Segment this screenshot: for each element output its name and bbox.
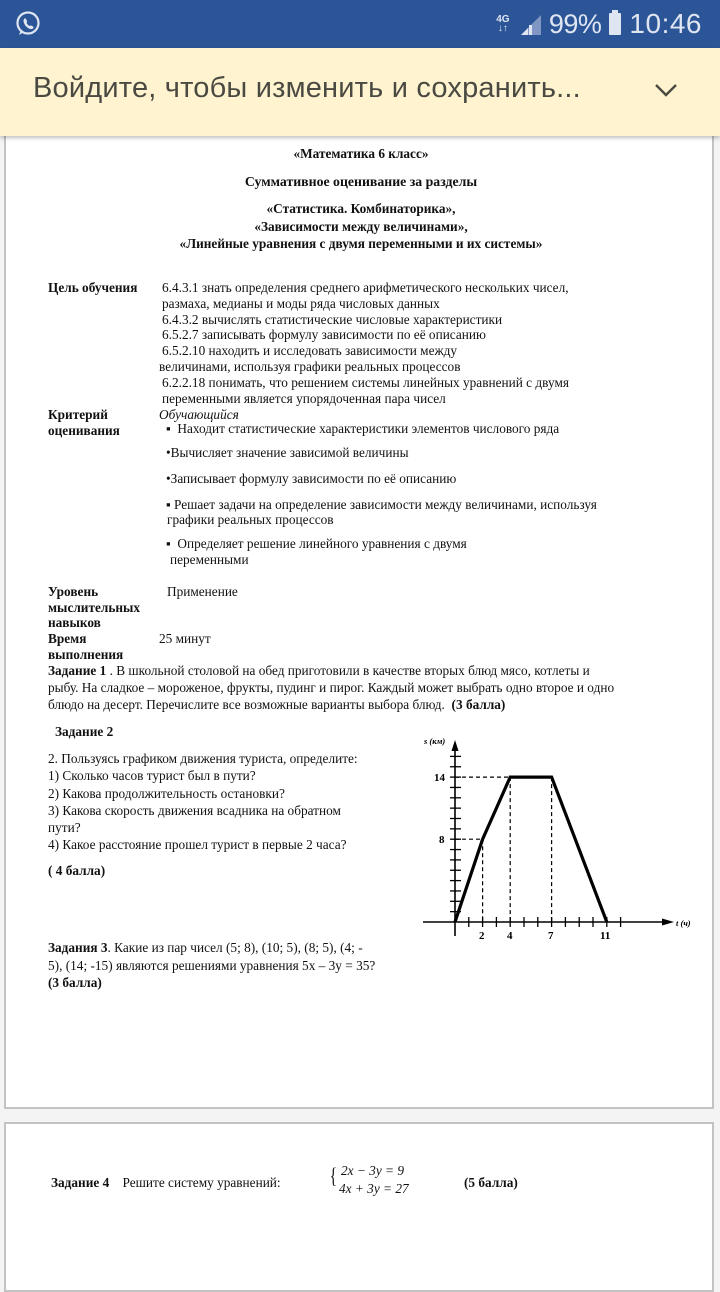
criteria-item <box>166 471 456 487</box>
whatsapp-icon <box>14 10 42 38</box>
y-tick-label: 8 <box>439 834 445 846</box>
sign-in-banner-text: Войдите, чтобы изменить и сохранить... <box>33 72 581 104</box>
task1-label: Задание 1 <box>48 663 107 678</box>
x-tick-label: 7 <box>548 930 554 942</box>
goal-line: 6.4.3.1 знать определения среднего арифметического нескольких чисел, <box>162 280 569 295</box>
thinking-level-value: Применение <box>167 584 238 599</box>
bullet-icon: ▪ <box>166 497 175 512</box>
y-tick-label: 14 <box>434 772 445 784</box>
document-page-1 <box>4 130 714 1109</box>
x-tick-label: 2 <box>479 930 485 942</box>
doc-subtitle: Суммативное оценивание за разделы <box>244 174 478 189</box>
task2-label: Задание 2 <box>55 724 114 739</box>
battery-percent: 99% <box>548 8 602 39</box>
criteria-item-cont: переменными <box>170 552 249 567</box>
task1-line: рыбу. На сладкое – мороженое, фрукты, пудинг и пирог. Каждый может выбрать одно второе и одно <box>48 680 615 695</box>
time-value: 25 минут <box>159 631 211 646</box>
task1-text: . В школьной столовой на обед приготовили в качестве вторых блюд мясо, котлеты и <box>106 663 590 678</box>
task3-points: (3 балла) <box>48 975 102 990</box>
system-brace-icon: { <box>329 1163 337 1188</box>
criteria-label-line: оценивания <box>48 422 120 438</box>
clock: 10:46 <box>629 8 702 39</box>
task4-points: (5 балла) <box>464 1175 518 1190</box>
battery-icon <box>609 13 621 35</box>
y-axis-label: s (км) <box>424 736 446 746</box>
criteria-label <box>48 407 120 438</box>
criteria-intro: Обучающийся <box>159 407 239 422</box>
graph-data-line <box>455 777 607 922</box>
criteria-item-text: Решает задачи на определение зависимости между величинами, используя <box>174 497 597 512</box>
goal-line: 6.5.2.7 записывать формулу зависимости по её описанию <box>162 327 486 342</box>
criteria-item-text: Определяет решение линейного уравнения с двумя <box>177 536 467 551</box>
thinking-level-label-line: мыслительных <box>48 599 141 615</box>
x-tick-label: 4 <box>507 930 513 942</box>
task1-text: блюдо на десерт. Перечислите все возможные варианты выбора блюд. <box>48 697 445 712</box>
bullet-icon: ▪ <box>166 536 178 551</box>
task1-points: (3 балла) <box>451 697 506 712</box>
graph-guide-lines <box>455 777 552 922</box>
chevron-down-icon[interactable] <box>653 81 679 99</box>
goal-line: 6.5.2.10 находить и исследовать зависимости между <box>162 343 458 358</box>
doc-section-2: «Зависимости между величинами», <box>254 219 468 234</box>
equation-2: 4x + 3y = 27 <box>339 1181 409 1196</box>
task3-line: 5), (14; -15) являются решениями уравнения 5x – 3y = 35? <box>48 958 376 973</box>
task1-line <box>48 663 590 679</box>
time-label <box>48 631 123 662</box>
time-label-line: Время <box>48 631 87 646</box>
equation-1: 2x − 3y = 9 <box>341 1163 404 1178</box>
criteria-item-text: Записывает формулу зависимости по её описанию <box>170 471 457 486</box>
x-axis-arrow-icon <box>662 919 674 926</box>
doc-title: «Математика 6 класс» <box>293 146 429 161</box>
distance-time-graph <box>418 736 693 951</box>
thinking-level-label <box>48 584 140 631</box>
goal-label: Цель обучения <box>48 280 138 295</box>
network-type-indicator: 4G ↓↑ <box>496 14 510 34</box>
task3-line <box>48 940 363 956</box>
task3-label: Задания 3 <box>48 940 108 955</box>
goal-line: величинами, используя графики реальных процессов <box>159 359 461 374</box>
bullet-icon: • <box>166 471 171 486</box>
criteria-item-cont: графики реальных процессов <box>167 512 334 527</box>
goal-line: размаха, медианы и моды ряда числовых данных <box>162 296 440 311</box>
task2-question-cont: пути? <box>48 820 81 835</box>
task2-question: 2) Какова продолжительность остановки? <box>48 786 285 801</box>
goal-line: 6.4.3.2 вычислять статистические числовые характеристики <box>162 312 503 327</box>
doc-section-3: «Линейные уравнения с двумя переменными и их системы» <box>179 236 543 251</box>
task3-text: . Какие из пар чисел (5; 8), (10; 5), (8; 5), (4; - <box>107 940 363 955</box>
thinking-level-label-line: Уровень <box>48 584 99 599</box>
task4-line <box>51 1175 281 1191</box>
task4-text: Решите систему уравнений: <box>122 1175 281 1190</box>
task2-question: 4) Какое расстояние прошел турист в первые 2 часа? <box>48 837 347 852</box>
document-page-2 <box>4 1122 714 1292</box>
x-axis-label: t (ч) <box>676 918 691 928</box>
task4-label: Задание 4 <box>51 1175 110 1190</box>
task2-intro: 2. Пользуясь графиком движения туриста, определите: <box>48 751 358 766</box>
signal-strength-icon <box>519 13 541 35</box>
y-axis-arrow-icon <box>452 740 459 751</box>
criteria-item-text: Вычисляет значение зависимой величины <box>170 445 409 460</box>
criteria-item <box>166 421 559 437</box>
task1-line <box>48 697 505 713</box>
criteria-item <box>166 445 409 461</box>
task2-question: 3) Какова скорость движения всадника на обратном <box>48 803 341 818</box>
thinking-level-label-line: навыков <box>48 615 101 630</box>
criteria-item <box>166 497 597 513</box>
goal-line: 6.2.2.18 понимать, что решением системы линейных уравнений с двумя <box>162 375 569 390</box>
doc-section-1: «Статистика. Комбинаторика», <box>266 201 456 216</box>
x-tick-label: 11 <box>600 930 611 942</box>
bullet-icon: • <box>166 445 171 460</box>
sign-in-banner[interactable] <box>0 48 720 136</box>
criteria-item-text: Находит статистические характеристики элементов числового ряда <box>177 421 560 436</box>
task2-points: ( 4 балла) <box>48 863 106 878</box>
criteria-item <box>166 536 467 552</box>
task2-question: 1) Сколько часов турист был в пути? <box>48 768 256 783</box>
status-bar <box>0 0 720 48</box>
goal-line: переменными является упорядоченная пара чисел <box>162 391 446 406</box>
time-label-line: выполнения <box>48 646 124 662</box>
criteria-label-line: Критерий <box>48 407 108 422</box>
bullet-icon: ▪ <box>166 421 178 436</box>
